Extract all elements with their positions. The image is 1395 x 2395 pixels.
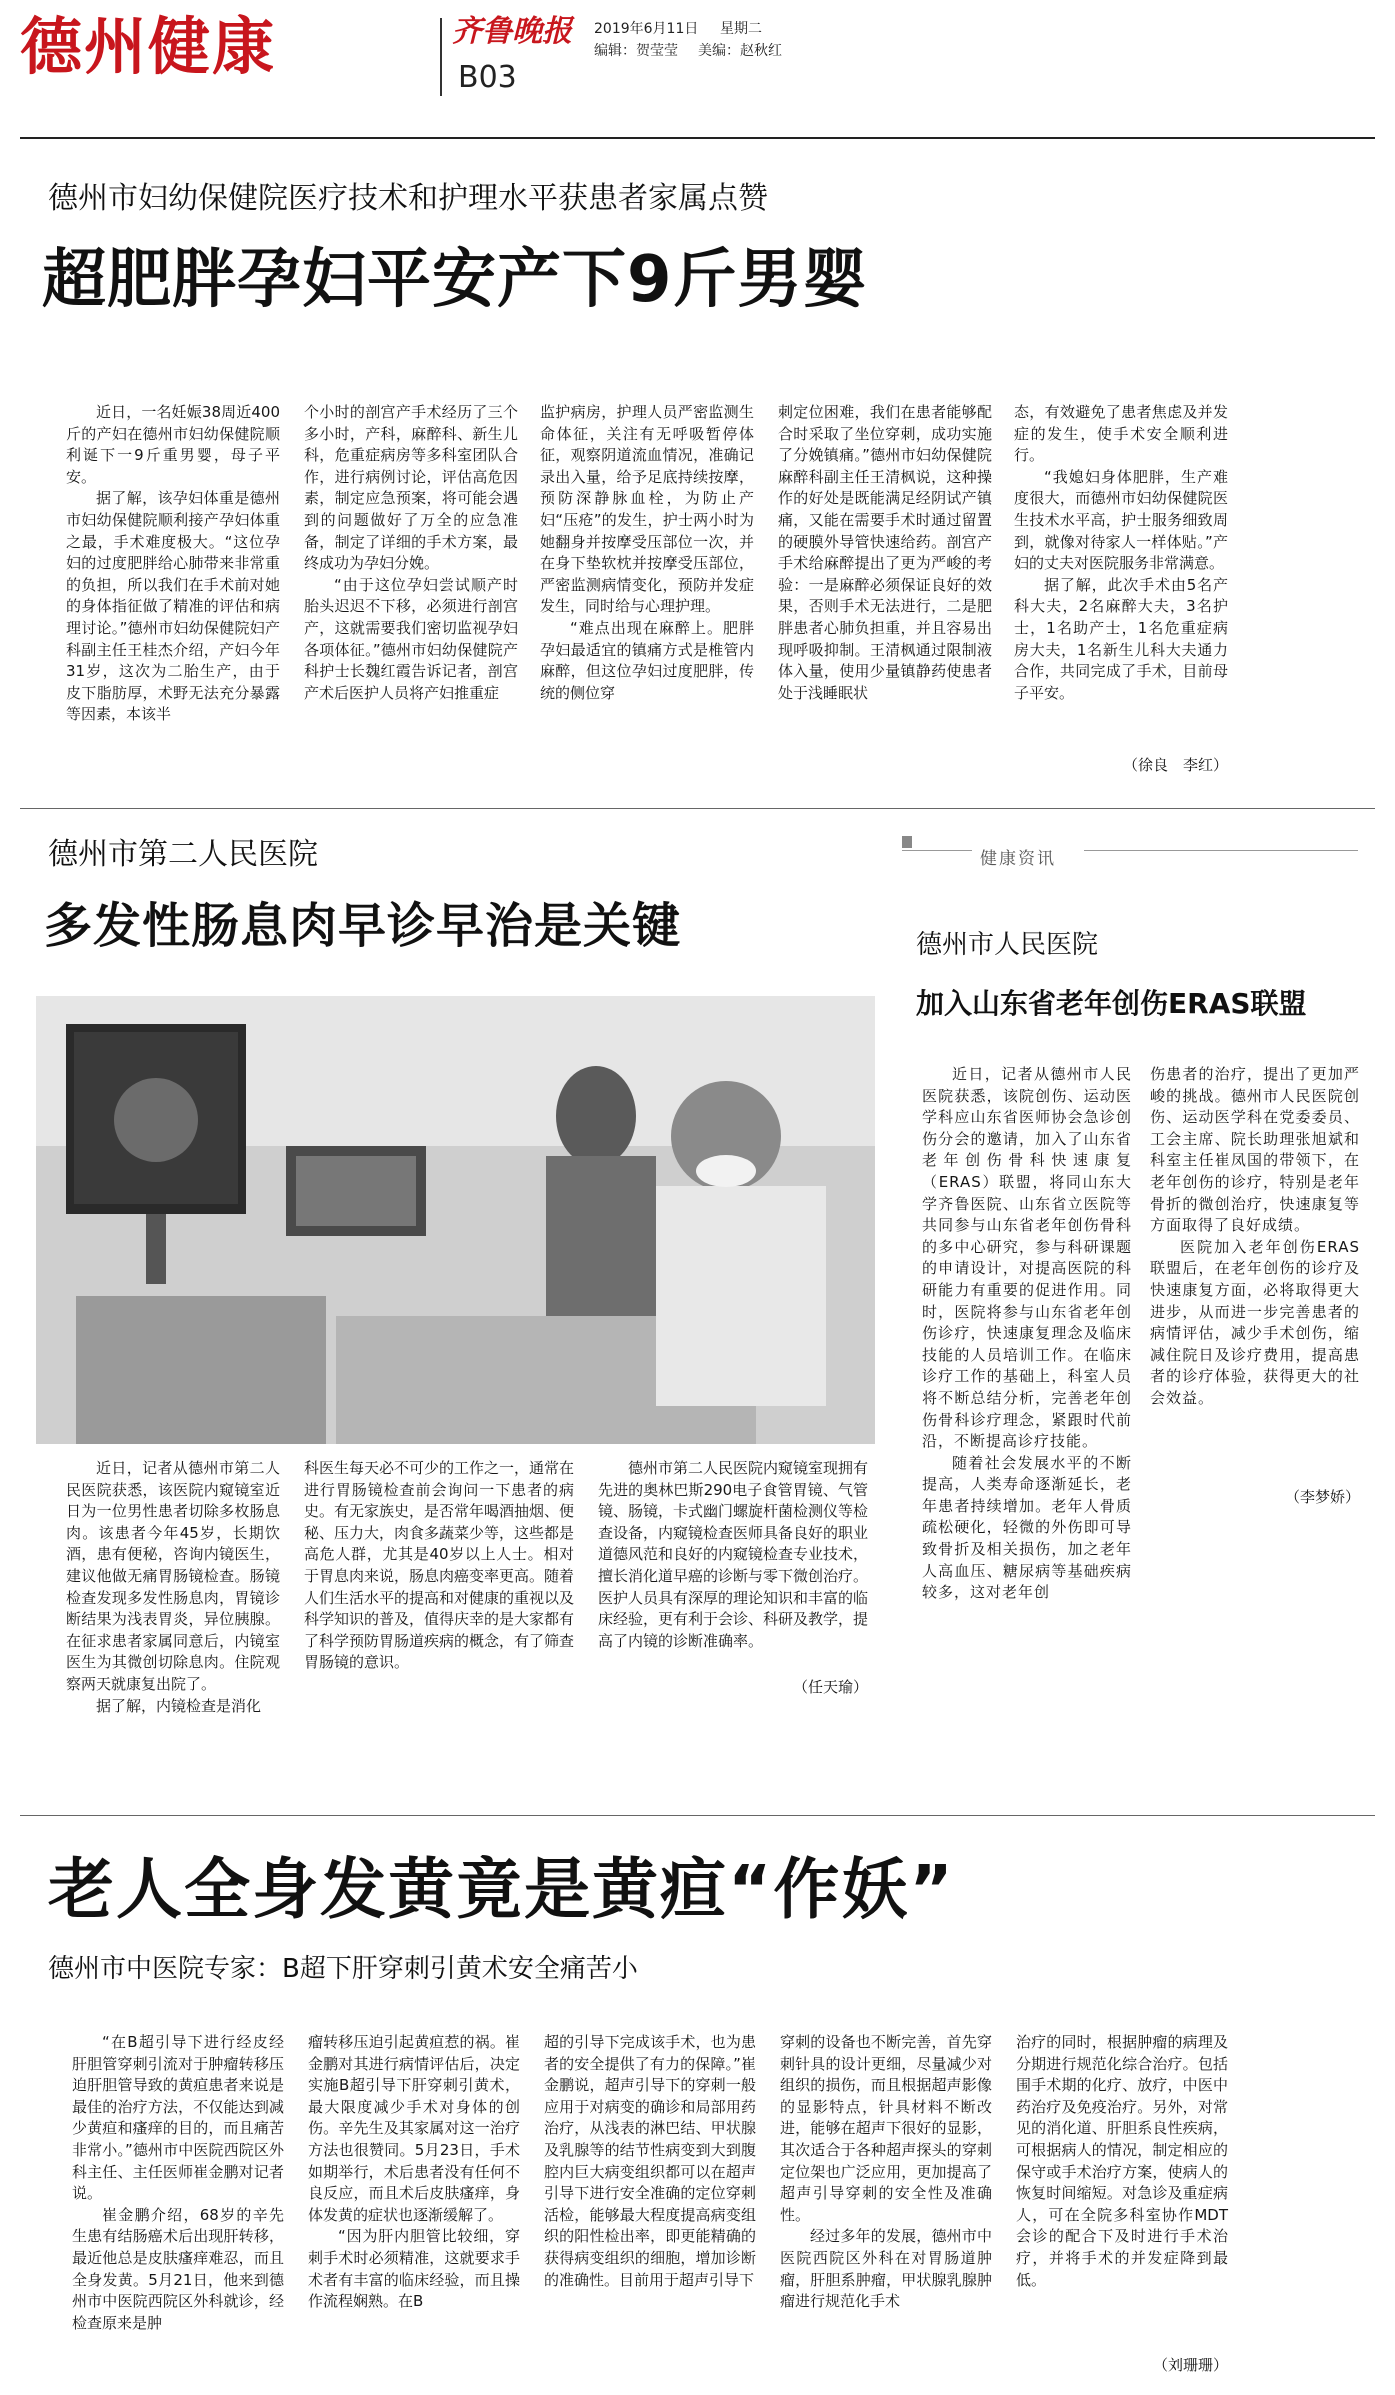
paragraph: 经过多年的发展，德州市中医院西院区外科在对胃肠道肿瘤，肝胆系肿瘤，甲状腺乳腺肿瘤进行规范化手术 <box>780 2227 992 2311</box>
paragraph: 据了解，该孕妇体重是德州市妇幼保健院顺利接产孕妇体重之最，手术难度极大。“这位孕妇的过度肥胖给心肺带来非常重的负担，所以我们在手术前对她的身体指征做了精准的评估和病理讨论。”德州市妇幼保健院妇产科副主任王桂杰介绍，产妇今年31岁，这次为二胎生产，由于皮下脂肪厚，术野无法充分暴露等因素，本该半 <box>66 489 280 724</box>
article3-column-2 <box>308 2032 520 2384</box>
article3-column-3 <box>544 2032 756 2384</box>
section-divider <box>20 1815 1375 1816</box>
paper-name-logo: 齐鲁晚报 <box>452 14 572 49</box>
article1-column-5 <box>1014 402 1228 742</box>
article2-byline: （任天瑜） <box>792 1678 868 1696</box>
article3-column-5 <box>1016 2032 1228 2352</box>
article2-column-2 <box>304 1458 574 1698</box>
paragraph: 个小时的剖宫产手术经历了三个多小时，产科，麻醉科、新生儿科，危重症病房等多科室团队合作，进行病例讨论，评估高危因素，制定应急预案，将可能会遇到的问题做好了万全的应急准备，制定了详细的手术方案，最终成功为孕妇分娩。 <box>304 403 518 573</box>
paragraph: “我媳妇身体肥胖，生产难度很大，而德州市妇幼保健院医生技术水平高，护士服务细致周到，就像对待家人一样体贴。”产妇的丈夫对医院服务非常满意。 <box>1014 467 1228 573</box>
paragraph: 超的引导下完成该手术，也为患者的安全提供了有力的保障。”崔金鹏说，超声引导下的穿刺一般应用于对病变的确诊和局部用药治疗，从浅表的淋巴结、甲状腺及乳腺等的结节性病变到大到腹腔内巨大病变组织都可以在超声引导下进行安全准确的定位穿刺活检，能够最大程度提高病变组织的阳性检出率，即更能精确的获得病变组织的细胞，增加诊断的准确性。目前用于超声引导下 <box>544 2033 756 2289</box>
article1-column-3 <box>540 402 754 777</box>
paragraph: 医院加入老年创伤ERAS联盟后，在老年创伤的诊疗及快速康复方面，必将取得更大进步，从而进一步完善患者的病情评估，减少手术创伤，缩减住院日及诊疗费用，提高患者的诊疗体验，获得更大的社会效益。 <box>1150 1237 1360 1407</box>
paragraph: 治疗的同时，根据肿瘤的病理及分期进行规范化综合治疗。包括围手术期的化疗、放疗，中医中药治疗及免疫治疗。另外，对常见的消化道、肝胆系良性疾病，可根据病人的情况，制定相应的保守或手术治疗方案，使病人的恢复时间缩短。对急诊及重症病人，可在全院多科室协作MDT会诊的配合下及时进行手术治疗，并将手术的并发症降到最低。 <box>1016 2033 1228 2289</box>
article3-headline: 老人全身发黄竟是黄疸“作妖” <box>48 1851 955 1928</box>
sidebar-column-2 <box>1150 1064 1360 1484</box>
paragraph: 近日，记者从德州市第二人民医院获悉，该医院内窥镜室近日为一位男性患者切除多枚肠息肉。该患者今年45岁，长期饮酒，患有便秘，咨询内镜医生，建议他做无痛胃肠镜检查。肠镜检查发现多发性肠息肉，胃镜诊断结果为浅表胃炎，异位胰腺。在征求患者家属同意后，内镜室医生为其微创切除息肉。住院观察两天就康复出院了。 <box>66 1459 280 1693</box>
sidebar-kicker: 德州市人民医院 <box>916 930 1099 960</box>
designer-credit: 美编：赵秋红 <box>698 43 782 59</box>
article1-column-4 <box>778 402 992 777</box>
sidebar-tag-marker <box>902 836 912 848</box>
paragraph: 据了解，此次手术由5名产科大夫，2名麻醉大夫，3名护士，1名助产士，1名危重症病房大夫，1名新生儿科大夫通力合作，共同完成了手术，目前母子平安。 <box>1014 575 1228 702</box>
paragraph: “因为肝内胆管比较细，穿刺手术时必须精准，这就要求手术者有丰富的临床经验，而且操作流程娴熟。在B <box>308 2227 520 2311</box>
sidebar-tag-rule <box>902 850 972 851</box>
masthead-divider <box>440 18 442 96</box>
paragraph: 瘤转移压迫引起黄疸惹的祸。崔金鹏对其进行病情评估后，决定实施B超引导下肝穿刺引黄术，最大限度减少手术对身体的创伤。辛先生及其家属对这一治疗方法也很赞同。5月23日，手术如期举行，术后患者没有任何不良反应，而且术后皮肤瘙痒，身体发黄的症状也逐渐缓解了。 <box>308 2033 520 2224</box>
issue-date: 2019年6月11日 <box>594 21 699 37</box>
paragraph: 科医生每天必不可少的工作之一，通常在进行胃肠镜检查前会询问一下患者的病史。有无家族史，是否常年喝酒抽烟、便秘、压力大，肉食多蔬菜少等，这些都是高危人群，尤其是40岁以上人士。相对于胃息肉来说，肠息肉癌变率更高。随着人们生活水平的提高和对健康的重视以及科学知识的普及，值得庆幸的是大家都有了科学预防胃肠道疾病的概念，有了筛查胃肠镜的意识。 <box>304 1459 575 1672</box>
paragraph: “在B超引导下进行经皮经肝胆管穿刺引流对于肿瘤转移压迫肝胆管导致的黄疸患者来说是最佳的治疗方法，不仅能达到减少黄疸和瘙痒的目的，而且痛苦非常小。”德州市中医院西院区外科主任、主任医师崔金鹏对记者说。 <box>72 2033 284 2203</box>
article2-headline: 多发性肠息肉早诊早治是关键 <box>44 898 682 954</box>
article1-byline: （徐良 李红） <box>1122 756 1228 774</box>
sidebar-headline: 加入山东省老年创伤ERAS联盟 <box>916 987 1307 1020</box>
section-title: 德州健康 <box>20 10 277 83</box>
article1-headline: 超肥胖孕妇平安产下9斤男婴 <box>42 243 868 317</box>
paragraph: 近日，一名妊娠38周近400斤的产妇在德州市妇幼保健院顺利诞下一9斤重男婴，母子平安。 <box>66 403 280 486</box>
sidebar-byline: （李梦娇） <box>1284 1488 1360 1506</box>
page-number: B03 <box>458 60 517 95</box>
sidebar-column-1 <box>922 1064 1132 1674</box>
paragraph: 伤患者的治疗，提出了更加严峻的挑战。德州市人民医院创伤、运动医学科在党委委员、工会主席、院长助理张旭斌和科室主任崔凤国的带领下，在老年创伤的诊疗，特别是老年骨折的微创治疗，快速康复等方面取得了良好成绩。 <box>1150 1065 1360 1235</box>
article3-column-4 <box>780 2032 992 2384</box>
article2-kicker: 德州市第二人民医院 <box>48 837 318 872</box>
article2-column-1 <box>66 1458 280 1715</box>
sidebar-tag: 健康资讯 <box>980 849 1056 869</box>
paragraph: 穿刺的设备也不断完善，首先穿刺针具的设计更细，尽量减少对组织的损伤，而且根据超声影像的显影特点，针具材料不断改进，能够在超声下很好的显影，其次适合于各种超声探头的穿刺定位架也广泛应用，更加提高了超声引导穿刺的安全性及准确性。 <box>780 2033 992 2224</box>
paragraph: 近日，记者从德州市人民医院获悉，该院创伤、运动医学科应山东省医师协会急诊创伤分会的邀请，加入了山东省老年创伤骨科快速康复（ERAS）联盟，将同山东大学齐鲁医院、山东省立医院等共同参与山东省老年创伤骨科的多中心研究，参与科研课题的申请设计，对提高医院的科研能力有重要的促进作用。同时，医院将参与山东省老年创伤诊疗，快速康复理念及临床技能的人员培训工作。在临床诊疗工作的基础上，科室人员将不断总结分析，完善老年创伤骨科诊疗理念，紧跟时代前沿，不断提高诊疗技能。 <box>922 1065 1132 1451</box>
section-divider <box>20 808 1375 809</box>
sidebar-tag-rule <box>1084 850 1358 851</box>
article3-kicker: 德州市中医院专家：B超下肝穿刺引黄术安全痛苦小 <box>48 1954 638 1984</box>
endoscopy-room-photo <box>36 996 875 1444</box>
issue-weekday: 星期二 <box>720 21 762 37</box>
editor-credit: 编辑：贺莹莹 <box>594 43 678 59</box>
article1-kicker: 德州市妇幼保健院医疗技术和护理水平获患者家属点赞 <box>48 181 768 216</box>
paragraph: 刺定位困难，我们在患者能够配合时采取了坐位穿刺，成功实施了分娩镇痛。”德州市妇幼保健院麻醉科副主任王清枫说，这种操作的好处是既能满足经阴试产镇痛，又能在需要手术时通过留置的硬膜外导管快速给药。剖宫产手术给麻醉提出了更为严峻的考验：一是麻醉必须保证良好的效果，否则手术无法进行，二是肥胖患者心肺负担重，并且容易出现呼吸抑制。王清枫通过限制液体入量，使用少量镇静药使患者处于浅睡眠状 <box>778 403 992 702</box>
paragraph: 监护病房，护理人员严密监测生命体征，关注有无呼吸暂停体征，观察阴道流血情况，准确记录出入量，给予足底持续按摩，预防深静脉血栓，为防止产妇“压疮”的发生，护士两小时为她翻身并按摩受压部位一次，并在身下垫软枕并按摩受压部位，严密监测病情变化，预防并发症发生，同时给与心理护理。 <box>540 403 754 616</box>
paragraph: 德州市第二人民医院内窥镜室现拥有先进的奥林巴斯290电子食管胃镜、气管镜、肠镜，卡式幽门螺旋杆菌检测仪等检查设备，内窥镜检查医师具备良好的职业道德风范和良好的内窥镜检查专业技术，擅长消化道早癌的诊断与零下微创治疗。医护人员具有深厚的理论知识和丰富的临床经验，更有利于会诊、科研及教学，提高了内镜的诊断准确率。 <box>598 1459 869 1650</box>
article1-column-1 <box>66 402 280 777</box>
article3-column-1 <box>72 2032 284 2384</box>
paragraph: “难点出现在麻醉上。肥胖孕妇最适宜的镇痛方式是椎管内麻醉，但这位孕妇过度肥胖，传统的侧位穿 <box>540 618 754 702</box>
article3-byline: （刘珊珊） <box>1152 2356 1228 2374</box>
endoscopy-photo-illustration <box>36 996 875 1444</box>
article1-column-2 <box>304 402 518 777</box>
paragraph: 随着社会发展水平的不断提高，人类寿命逐渐延长，老年患者持续增加。老年人骨质疏松硬化，轻微的外伤即可导致骨折及相关损伤，加之老年人高血压、糖尿病等基础疾病较多，这对老年创 <box>922 1453 1132 1602</box>
paragraph: 态，有效避免了患者焦虑及并发症的发生，使手术安全顺利进行。 <box>1014 403 1228 465</box>
paragraph: 据了解，内镜检查是消化 <box>96 1696 262 1715</box>
article2-column-3 <box>598 1458 868 1673</box>
paragraph: “由于这位孕妇尝试顺产时胎头迟迟不下移，必须进行剖宫产，这就需要我们密切监视孕妇各项体征。”德州市妇幼保健院产科护士长魏红霞告诉记者，剖宫产术后医护人员将产妇推重症 <box>304 575 518 702</box>
masthead-rule <box>20 137 1375 139</box>
paragraph: 崔金鹏介绍，68岁的辛先生患有结肠癌术后出现肝转移，最近他总是皮肤瘙痒难忍，而且全身发黄。5月21日，他来到德州市中医院西院区外科就诊，经检查原来是肿 <box>72 2205 284 2332</box>
